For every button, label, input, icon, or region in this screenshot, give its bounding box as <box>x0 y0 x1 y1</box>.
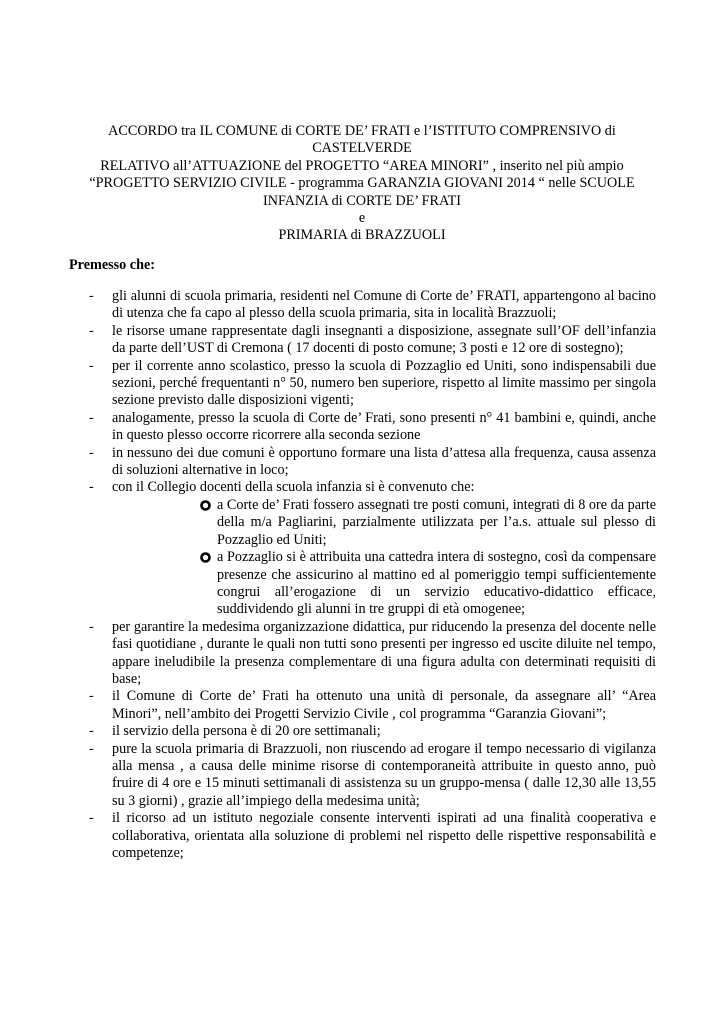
section-heading: Premesso che: <box>69 257 156 273</box>
list-item <box>89 688 656 723</box>
list-item-text: il ricorso ad un istituto negoziale consente interventi ispirati ad una finalità cooperativa e collaborativa, orientata alla soluzione di problemi nel rispetto delle rispettive responsabilità e competenze; <box>112 810 656 861</box>
dash-bullet: - <box>89 322 94 339</box>
list-item <box>89 740 656 811</box>
document-title <box>60 123 664 245</box>
list-item <box>89 357 656 410</box>
list-item <box>89 409 656 445</box>
dash-bullet: - <box>89 618 94 635</box>
list-item-text: il servizio della persona è di 20 ore settimanali; <box>112 723 381 740</box>
dash-bullet: - <box>89 723 94 740</box>
list-item-text: in nessuno dei due comuni è opportuno formare una lista d’attesa alla frequenza, causa assenza di soluzioni alternative in loco; <box>112 444 656 479</box>
sub-list-item-text: a Corte de’ Frati fossero assegnati tre posti comuni, integrati di 8 ore da parte della m/a Pagliarini, parzialmente utilizzata per l’a.s. attuale sul plesso di Pozzaglio ed Uniti; <box>217 496 656 548</box>
title-line: ACCORDO tra IL COMUNE di CORTE DE’ FRATI e l’ISTITUTO COMPRENSIVO di <box>108 123 616 139</box>
dash-bullet: - <box>89 444 94 461</box>
list-item-text: con il Collegio docenti della scuola infanzia si è convenuto che: <box>112 479 475 496</box>
list-item <box>89 288 656 323</box>
circle-bullet-icon <box>200 500 211 511</box>
list-item-text: il Comune di Corte de’ Frati ha ottenuto una unità di personale, da assegnare all’ “Area Minori”, nell’ambito dei Progetti Servizio Civile , col programma “Garanzia Giovani”; <box>112 688 656 722</box>
dash-bullet: - <box>89 740 94 757</box>
list-item-text: per garantire la medesima organizzazione didattica, pur riducendo la presenza del docente nelle fasi quotidiane , durante le quali non tutti sono presenti per ingresso ed uscite diluite nel tempo, appare ineludibile la presenza complementare di una figura adulta con determinati requisiti di base; <box>112 618 656 687</box>
title-line: INFANZIA di CORTE DE’ FRATI <box>262 192 462 209</box>
dash-bullet: - <box>89 810 94 827</box>
dash-bullet: - <box>89 409 94 426</box>
list-item <box>89 444 656 480</box>
title-line: e <box>358 210 366 227</box>
list-item <box>89 810 656 862</box>
title-line: RELATIVO all’ATTUAZIONE del PROGETTO “AREA MINORI” , inserito nel più ampio <box>100 157 624 174</box>
list-item-text: analogamente, presso la scuola di Corte de’ Frati, sono presenti n° 41 bambini e, quindi, anche in questo plesso occorre ricorrere alla seconda sezione <box>112 409 656 444</box>
list-item-text: le risorse umane rappresentate dagli insegnanti a disposizione, assegnate sull’OF dell’infanzia da parte dell’UST di Cremona ( 17 docenti di posto comune; 3 posti e 12 ore di sostegno); <box>112 322 656 357</box>
list-item <box>89 618 656 689</box>
dash-bullet: - <box>89 288 94 304</box>
dash-bullet: - <box>89 479 94 496</box>
list-item-text: pure la scuola primaria di Brazzuoli, non riuscendo ad erogare il tempo necessario di vigilanza alla mensa , a causa delle minime risorse di contemporaneità attribuite in questo anno, può fruire di 4 ore e 15 minuti settimanali di assistenza su un gruppo-mensa ( dalle 12,30 alle 13,55 su 3 giorni) , grazie all’impiego della medesima unità; <box>112 740 656 809</box>
list-item <box>89 322 656 358</box>
title-line: “PROGETTO SERVIZIO CIVILE - programma GARANZIA GIOVANI 2014 “ nelle SCUOLE <box>89 175 635 192</box>
premise-list <box>0 288 724 862</box>
dash-bullet: - <box>89 688 94 705</box>
sub-list-item-text: a Pozzaglio si è attribuita una cattedra intera di sostegno, così da compensare presenze che assicurino al mattino ed al pomeriggio tempi sufficientemente congrui all’erogazione di un servizio educativo-didattico efficace, suddividendo gli alunni in tre gruppi di età omogenee; <box>217 549 656 618</box>
dash-bullet: - <box>89 357 94 374</box>
title-line: PRIMARIA di BRAZZUOLI <box>278 227 446 244</box>
list-item <box>89 479 656 496</box>
list-item-text: gli alunni di scuola primaria, residenti nel Comune di Corte de’ FRATI, appartengono al bacino di utenza che fa capo al plesso della scuola primaria, sita in località Brazzuoli; <box>112 288 656 322</box>
list-item <box>89 723 656 740</box>
title-line: CASTELVERDE <box>312 140 412 157</box>
list-item-text: per il corrente anno scolastico, presso la scuola di Pozzaglio ed Uniti, sono indispensabili due sezioni, perché frequentanti n° 50, numero ben superiore, rispetto al limite massimo per singola sezione previsto dalle disposizioni vigenti; <box>112 357 656 409</box>
sub-list-item <box>217 497 656 549</box>
sub-list-item <box>217 549 656 619</box>
circle-bullet-icon <box>200 552 211 563</box>
